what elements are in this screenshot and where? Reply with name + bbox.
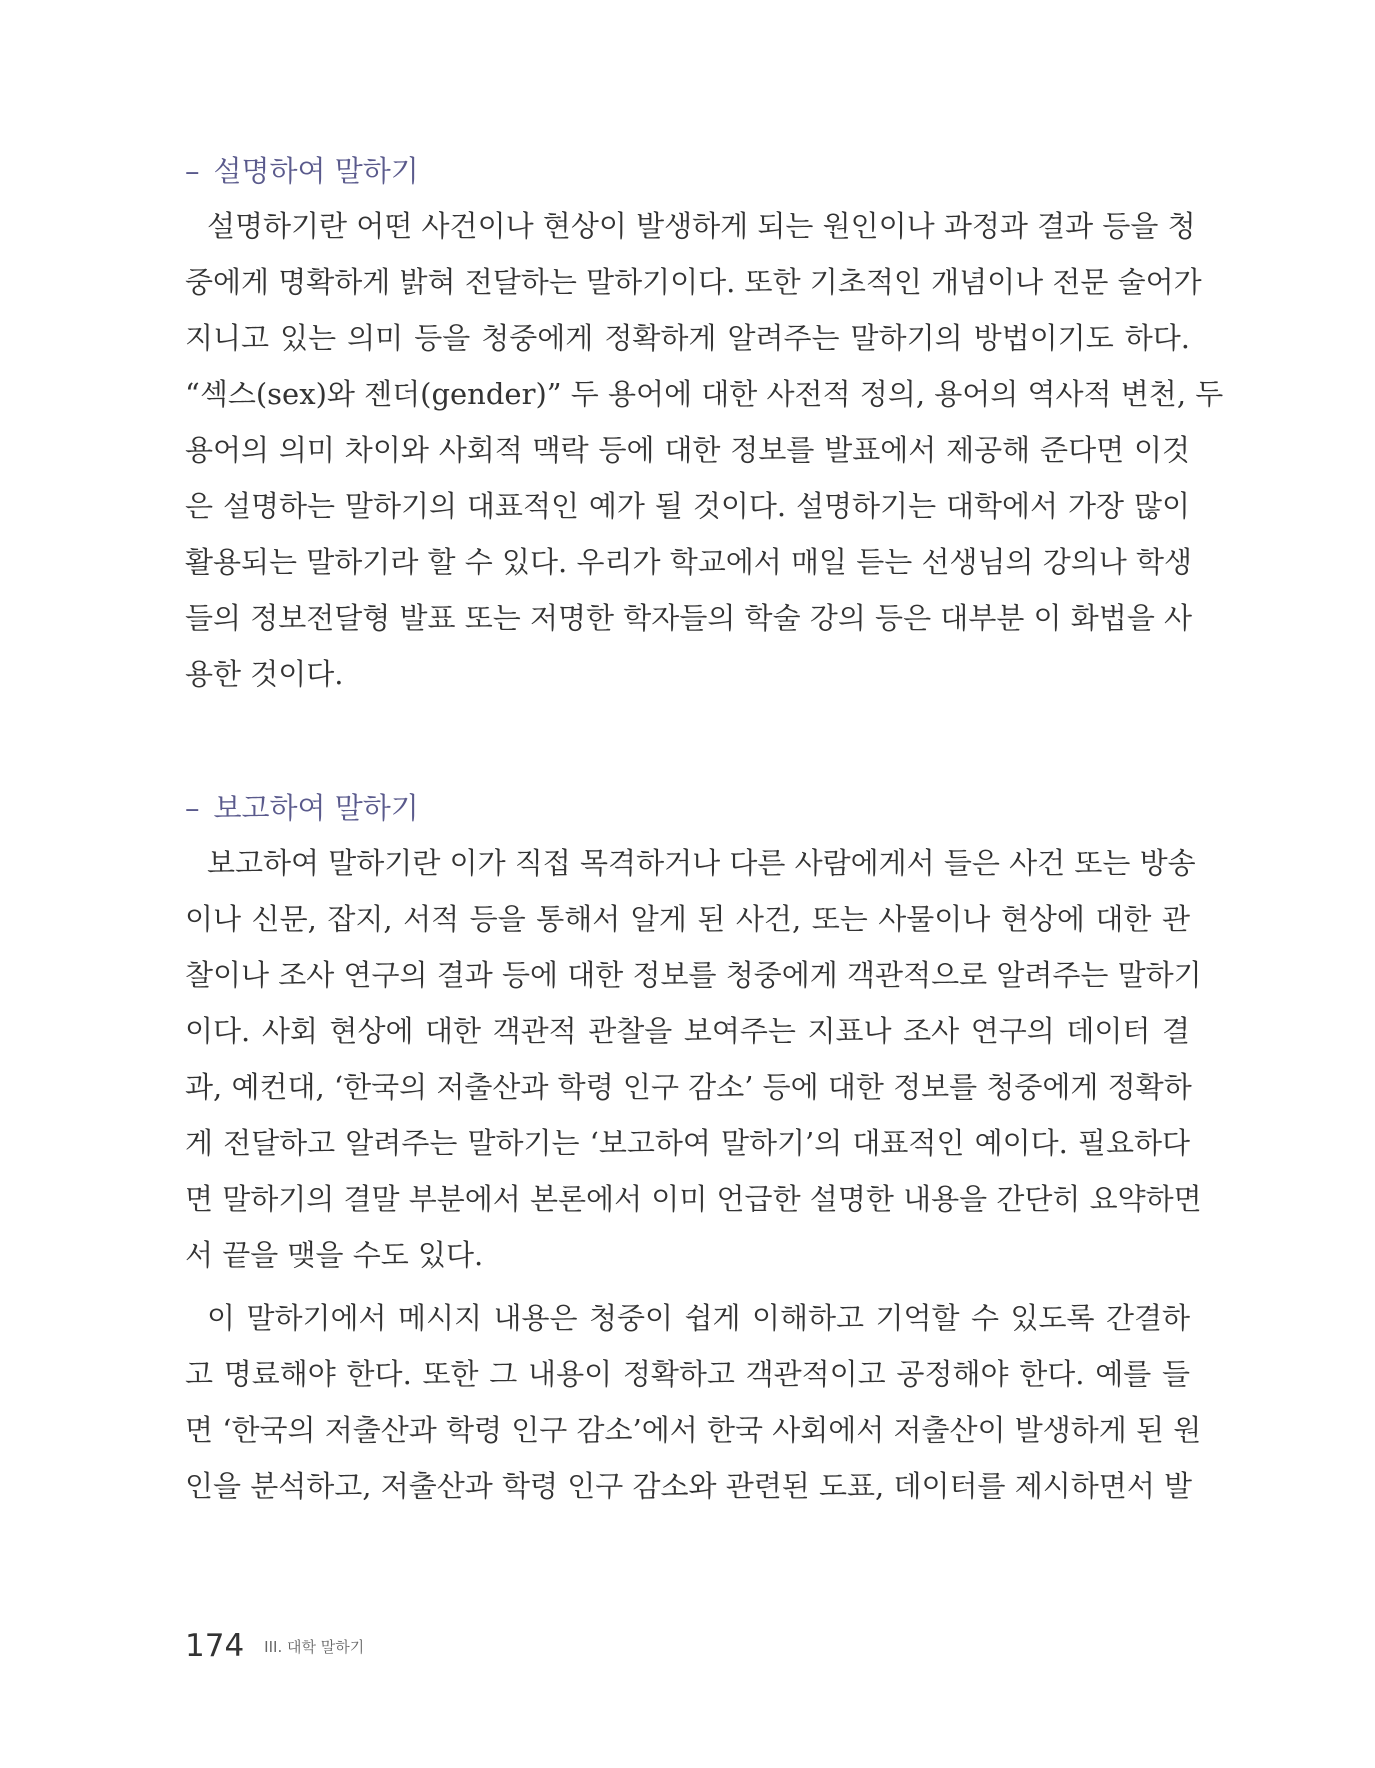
heading-text: 설명하여 말하기 xyxy=(213,154,419,188)
paragraph-line: 들의 정보전달형 발표 또는 저명한 학자들의 학술 강의 등은 대부분 이 화법을 사 xyxy=(185,601,1193,635)
paragraph-line: 보고하여 말하기란 이가 직접 목격하거나 다른 사람에게서 들은 사건 또는 방송 xyxy=(207,846,1196,880)
heading-text: 보고하여 말하기 xyxy=(213,791,419,825)
paragraph-line: 이다. 사회 현상에 대한 객관적 관찰을 보여주는 지표나 조사 연구의 데이터 결 xyxy=(185,1014,1190,1048)
section-heading-explaining xyxy=(185,151,419,191)
paragraph-line: 이나 신문, 잡지, 서적 등을 통해서 알게 된 사건, 또는 사물이나 현상에 대한 관 xyxy=(185,902,1190,936)
chapter-title: III. 대학 말하기 xyxy=(264,1638,365,1656)
paragraph-line: 고 명료해야 한다. 또한 그 내용이 정확하고 객관적이고 공정해야 한다. 예를 들 xyxy=(185,1357,1190,1391)
paragraph-line: 은 설명하는 말하기의 대표적인 예가 될 것이다. 설명하기는 대학에서 가장 많이 xyxy=(185,489,1190,523)
paragraph-line: 과, 예컨대, ‘한국의 저출산과 학령 인구 감소’ 등에 대한 정보를 청중에게 정확하 xyxy=(185,1070,1192,1104)
heading-dash: – xyxy=(185,154,200,188)
section-heading-reporting xyxy=(185,788,419,828)
paragraph-line: 면 ‘한국의 저출산과 학령 인구 감소’에서 한국 사회에서 저출산이 발생하게 된 원 xyxy=(185,1413,1202,1447)
paragraph-line: 인을 분석하고, 저출산과 학령 인구 감소와 관련된 도표, 데이터를 제시하면서 발 xyxy=(185,1469,1193,1503)
page-number: 174 xyxy=(185,1628,245,1664)
paragraph-line: 면 말하기의 결말 부분에서 본론에서 이미 언급한 설명한 내용을 간단히 요약하면 xyxy=(185,1182,1202,1216)
heading-dash: – xyxy=(185,791,200,825)
paragraph-line: 게 전달하고 알려주는 말하기는 ‘보고하여 말하기’의 대표적인 예이다. 필요하다 xyxy=(185,1126,1190,1160)
paragraph-line: 지니고 있는 의미 등을 청중에게 정확하게 알려주는 말하기의 방법이기도 하다. xyxy=(185,321,1190,355)
paragraph-line: 서 끝을 맺을 수도 있다. xyxy=(185,1238,484,1272)
paragraph-line: 용어의 의미 차이와 사회적 맥락 등에 대한 정보를 발표에서 제공해 준다면 이것 xyxy=(185,433,1190,467)
paragraph-line: 설명하기란 어떤 사건이나 현상이 발생하게 되는 원인이나 과정과 결과 등을 청 xyxy=(207,209,1196,243)
paragraph-line: 이 말하기에서 메시지 내용은 청중이 쉽게 이해하고 기억할 수 있도록 간결하 xyxy=(207,1301,1190,1335)
paragraph-line: 찰이나 조사 연구의 결과 등에 대한 정보를 청중에게 객관적으로 알려주는 말하기 xyxy=(185,958,1202,992)
page-footer xyxy=(185,1628,364,1664)
paragraph-line: 활용되는 말하기라 할 수 있다. 우리가 학교에서 매일 듣는 선생님의 강의나 학생 xyxy=(185,545,1193,579)
paragraph-line: “섹스(sex)와 젠더(gender)” 두 용어에 대한 사전적 정의, 용어의 역사적 변천, 두 xyxy=(185,377,1224,411)
paragraph-line: 중에게 명확하게 밝혀 전달하는 말하기이다. 또한 기초적인 개념이나 전문 술어가 xyxy=(185,265,1202,299)
paragraph-line: 용한 것이다. xyxy=(185,657,344,691)
